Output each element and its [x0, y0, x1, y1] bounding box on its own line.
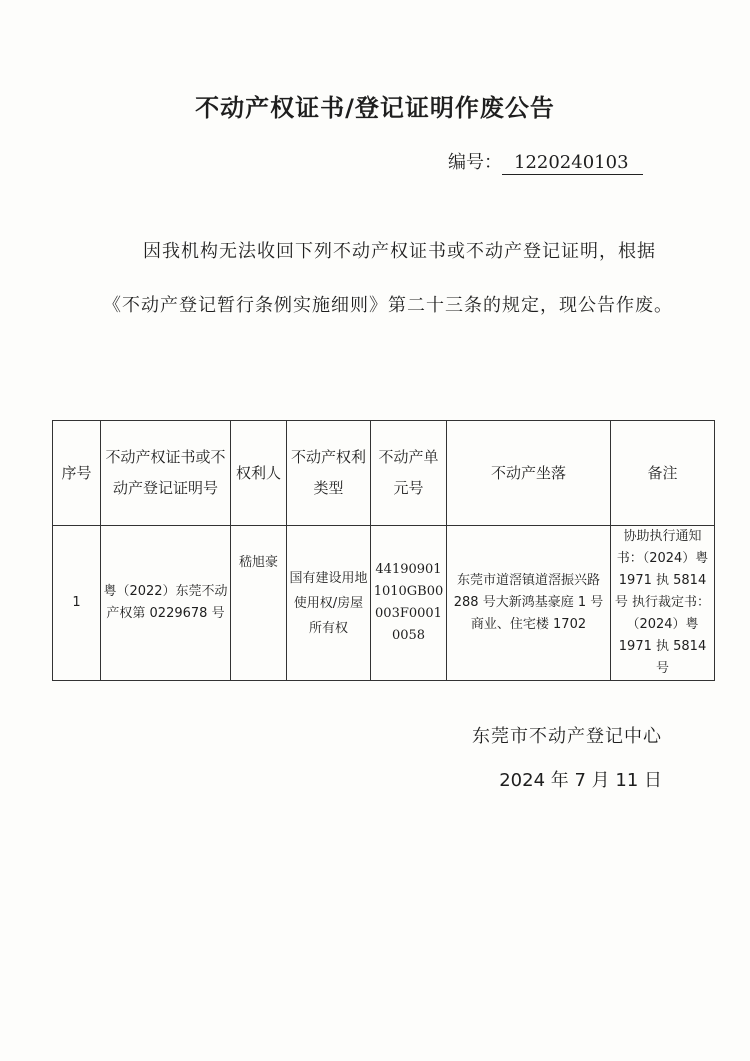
cell-location: 东莞市道滘镇道滘振兴路 288 号大新鸿基豪庭 1 号商业、住宅楼 1702	[447, 526, 611, 681]
serial-label: 编号：	[448, 152, 502, 173]
notice-body: 因我机构无法收回下列不动产权证书或不动产登记证明，根据《不动产登记暂行条例实施细则》第二十三条的规定，现公告作废。	[103, 241, 673, 316]
header-holder: 权利人	[231, 421, 287, 526]
cell-holder: 嵇旭豪	[231, 526, 287, 681]
table-header-row	[53, 421, 715, 526]
page-title: 不动产权证书/登记证明作废公告	[195, 94, 555, 122]
header-index: 序号	[53, 421, 101, 526]
serial-number: 1220240103	[502, 152, 643, 175]
cell-unit-number: 441909011010GB00003F00010058	[371, 526, 447, 681]
table-row	[53, 526, 715, 681]
cell-index: 1	[53, 526, 101, 681]
cell-certificate: 粤（2022）东莞不动产权第 0229678 号	[101, 526, 231, 681]
header-certificate: 不动产权证书或不动产登记证明号	[101, 421, 231, 526]
header-right-type: 不动产权利类型	[287, 421, 371, 526]
header-note: 备注	[611, 421, 715, 526]
header-location: 不动产坐落	[447, 421, 611, 526]
cell-right-type: 国有建设用地使用权/房屋所有权	[287, 526, 371, 681]
notice-table	[52, 420, 715, 681]
serial-line	[448, 148, 643, 175]
issuer-name: 东莞市不动产登记中心	[472, 726, 662, 747]
cell-note: 协助执行通知书：（2024）粤 1971 执 5814 号 执行裁定书：（2024）粤 1971 执 5814 号	[611, 526, 715, 681]
issue-date: 2024 年 7 月 11 日	[499, 770, 662, 791]
header-unit-number: 不动产单元号	[371, 421, 447, 526]
